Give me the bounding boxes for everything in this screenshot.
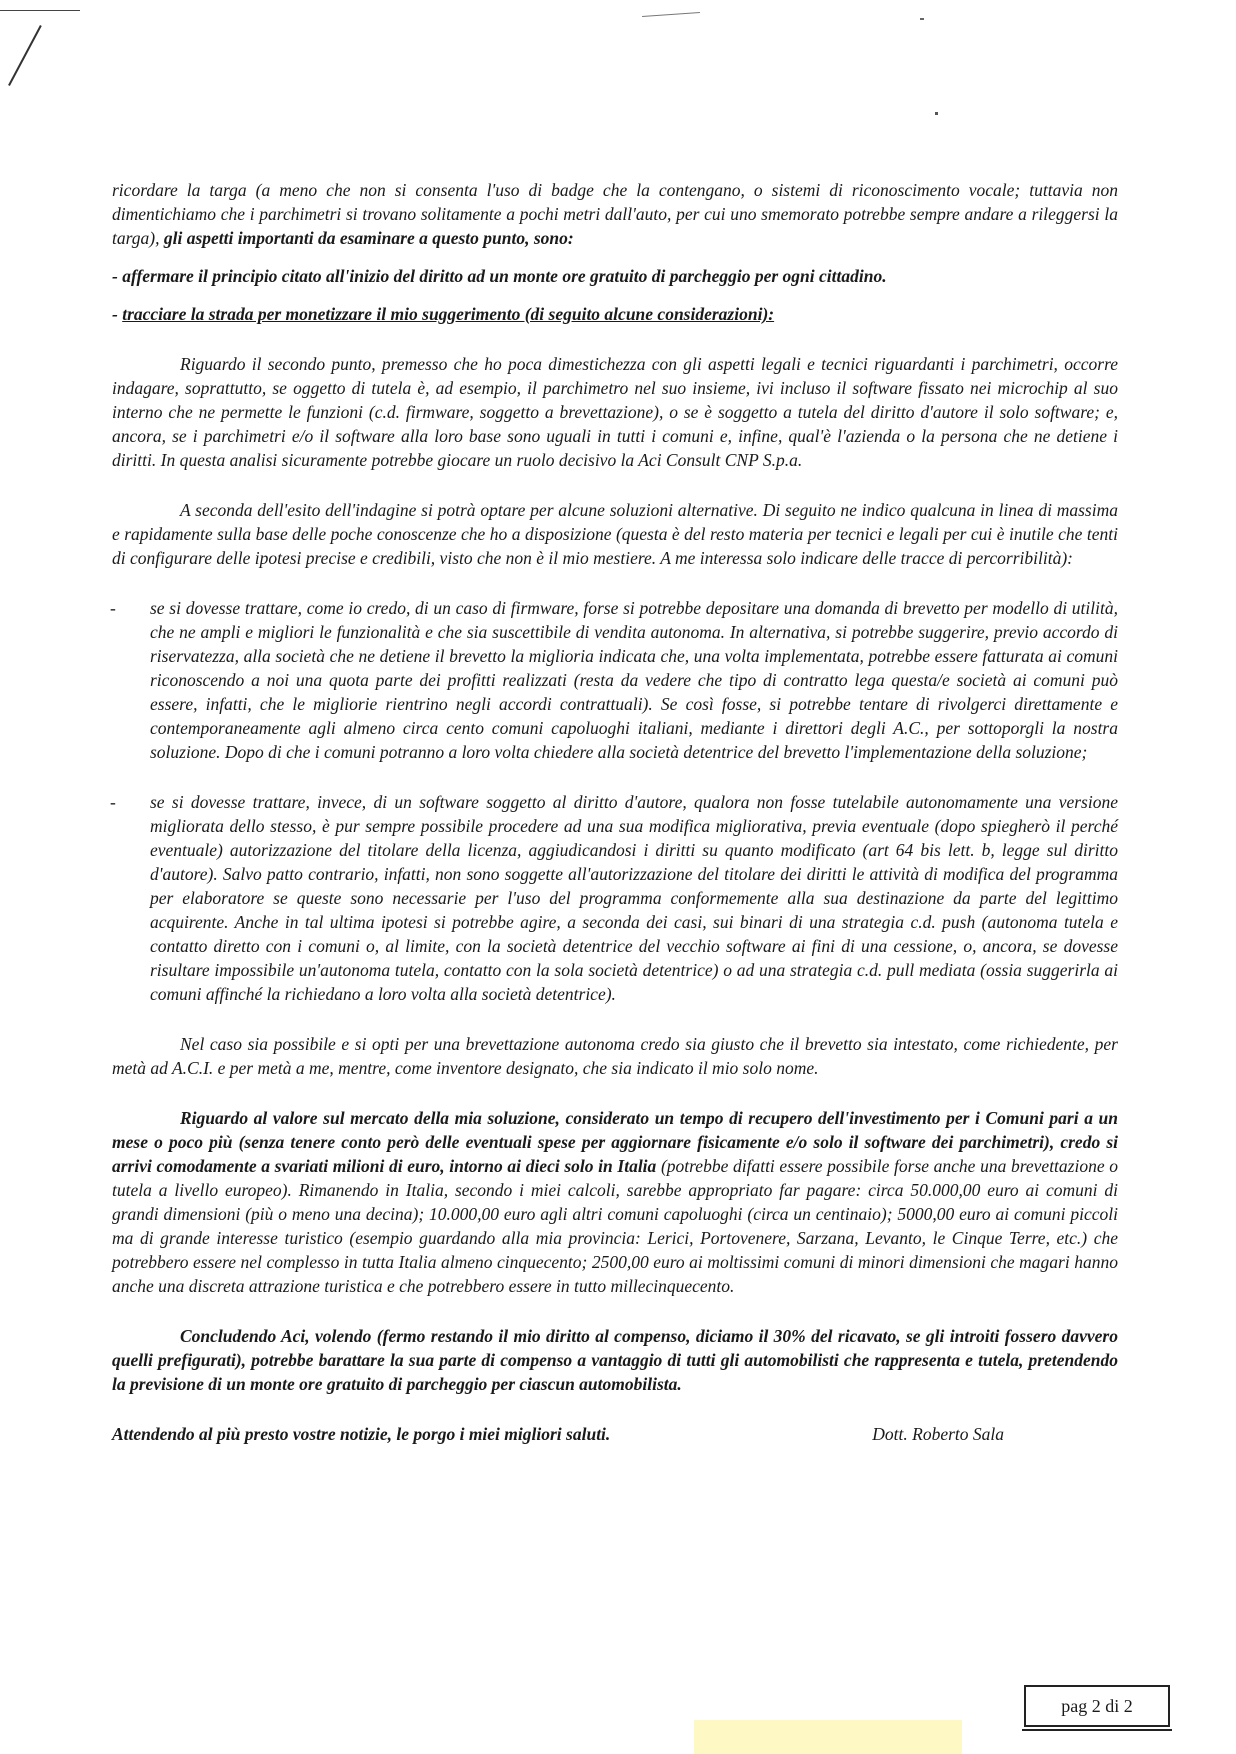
paragraph-targa (112, 178, 1118, 250)
highlight-mark (694, 1720, 962, 1754)
paragraph-valore-text: (potrebbe difatti essere possibile forse anche una brevettazione o tutela a livello europeo). Rimanendo in Italia, secondo i miei calcoli, sarebbe appropriato far pagare: circa 50.000,00 euro ai comuni di grandi dimensioni (più o meno una decina); 10.000,00 euro agli altri comuni capoluoghi (circa un centinaio); 5000,00 euro ai comuni piccoli ma di grande interesse turistico (esempio guardando alla mia provincia: Lerici, Portovenere, Sarzana, Levanto, le Cinque Terre, etc.) che potrebbero essere nel complesso in tutta Italia almeno cinquecento; 2500,00 euro ai moltissimi comuni di minori dimensioni che magari hanno anche una discreta attrazione turistica e che potrebbero essere in tutto millecinquecento. (112, 1156, 1119, 1296)
list-dash: - (110, 598, 116, 618)
scan-artifact-dot (935, 112, 938, 115)
paragraph-targa-bold: gli aspetti importanti da esaminare a questo punto, sono: (163, 228, 574, 248)
paragraph-brevettazione: Nel caso sia possibile e si opti per una brevettazione autonoma credo sia giusto che il brevetto sia intestato, come richiedente, per metà ad A.C.I. e per metà a me, mentre, come inventore designato, che sia indicato il mio solo nome. (112, 1034, 1118, 1078)
scan-artifact-slash (8, 25, 42, 86)
page-number: pag 2 di 2 (1061, 1695, 1133, 1716)
list-dash: - (110, 792, 116, 812)
closing-greeting: Attendendo al più presto vostre notizie, le porgo i miei migliori saluti. (112, 1424, 611, 1444)
list-item-firmware-text: se si dovesse trattare, come io credo, di un caso di firmware, forse si potrebbe depositare una domanda di brevetto per modello di utilità, che ne ampli e migliori le funzionalità e che sia suscettibile di vendita autonoma. In alternativa, si potrebbe suggerire, previo accordo di riservatezza, alla società che ne detiene il brevetto la miglioria indicata che, una volta implementata, potrebbe essere fatturata ai comuni riconoscendo a noi una quota parte dei profitti realizzati (resta da vedere che tipo di contratto lega questa/e società ai comuni può essere, infatti, che le migliorie rientrino negli accordi contrattuali). Se così fosse, si potrebbe tentare di rivolgerci direttamente e contemporaneamente agli almeno circa cento comuni capoluoghi italiani, mediante i direttori degli A.C., per sottoporgli la nostra soluzione. Dopo di che i comuni potranno a loro volta chiedere alla società detentrice del brevetto l'implementazione della soluzione; (150, 598, 1118, 762)
point-two-text: tracciare la strada per monetizzare il mio suggerimento (di seguito alcune considerazioni): (122, 304, 775, 324)
paragraph-secondo-punto: Riguardo il secondo punto, premesso che ho poca dimestichezza con gli aspetti legali e tecnici riguardanti i parchimetri, occorre indagare, soprattutto, se oggetto di tutela è, ad esempio, il parchimetro nel suo insieme, ivi incluso il software fissato nei microchip al suo interno che ne permette le funzioni (c.d. firmware, soggetto a brevettazione), o se è soggetto a tutela del diritto d'autore il solo software; e, ancora, se i parchimetri e/o il software alla loro base sono uguali in tutti i comuni e, infine, qual'è l'azienda o la persona che ne detiene i diritti. In questa analisi sicuramente potrebbe giocare un ruolo decisivo la Aci Consult CNP S.p.a. (112, 354, 1118, 470)
signature: Dott. Roberto Sala (872, 1424, 1004, 1444)
paragraph-esito-indagine: A seconda dell'esito dell'indagine si potrà optare per alcune soluzioni alternative. Di seguito ne indico qualcuna in linea di massima e rapidamente sulla base delle poche conoscenze che ho a disposizione (questa è del resto materia per tecnici e legali per cui è inutile che tenti di configurare delle ipotesi precise e credibili, visto che non è il mio mestiere. A me interessa solo indicare delle tracce di percorribilità): (112, 500, 1118, 568)
paragraph-targa-text: ricordare la targa (a meno che non si consenta l'uso di badge che la contengano, o sistemi di riconoscimento vocale; tuttavia non dimentichiamo che i parchimetri si trovano solitamente a pochi metri dall'auto, per cui uno smemorato potrebbe sempre andare a rileggersi la targa), (112, 180, 1118, 248)
closing-row (112, 1422, 1118, 1446)
scan-artifact-dot (920, 18, 924, 20)
point-two (112, 302, 1118, 326)
scan-artifact-mark (642, 12, 700, 17)
list-item-software-text: se si dovesse trattare, invece, di un software soggetto al diritto d'autore, qualora non fosse tutelabile autonomamente una versione migliorata dello stesso, è pur sempre possibile procedere ad una sua modifica migliorativa, previa eventuale (dopo spiegherò il perché eventuale) autorizzazione del titolare della licenza, aggiudicandosi i diritti su quanto modificato (art 64 bis lett. b, legge sul diritto d'autore). Salvo patto contrario, infatti, non sono soggette all'autorizzazione del titolare dei diritti le attività di modifica del programma per elaboratore se queste sono necessarie per l'uso del programma conformemente alla sua destinazione da parte del legittimo acquirente. Anche in tal ultima ipotesi si potrebbe agire, a seconda dei casi, sui binari di una strategia c.d. push (autonoma tutela e contatto diretto con i comuni o, al limite, con la società detentrice del vecchio software ai fini di una cessione, o, ancora, se dovesse risultare impossibile un'autonoma tutela, contatto con la sola società detentrice) o ad una strategia c.d. pull mediata (ossia suggerirla ai comuni affinché la richiedano a loro volta alla società detentrice). (150, 792, 1118, 1004)
page-number-box (1024, 1685, 1170, 1727)
paragraph-valore-mercato (112, 1106, 1118, 1298)
list-item-software (112, 790, 1118, 1006)
scan-artifact-line (0, 10, 80, 11)
paragraph-valore-bold: Riguardo al valore sul mercato della mia soluzione, considerato un tempo di recupero dell'investimento per i Comuni pari a un mese o poco più (senza tenere conto però delle eventuali spese per aggiornare fisicamente e/o solo il software dei parchimetri), credo si arrivi comodamente a svariati milioni di euro, intorno ai dieci solo in Italia (112, 1108, 1118, 1176)
point-two-prefix: - (112, 304, 123, 324)
letter-body (112, 178, 1118, 1446)
paragraph-conclusione: Concludendo Aci, volendo (fermo restando il mio diritto al compenso, diciamo il 30% del ricavato, se gli introiti fossero davvero quelli prefigurati), potrebbe barattare la sua parte di compenso a vantaggio di tutti gli automobilisti che rappresenta e tutela, pretendendo la previsione di un monte ore gratuito di parcheggio per ciascun automobilista. (112, 1326, 1118, 1394)
page-box-underline (1022, 1729, 1172, 1731)
list-item-firmware (112, 596, 1118, 764)
point-one: - affermare il principio citato all'inizio del diritto ad un monte ore gratuito di parcheggio per ogni cittadino. (112, 266, 887, 286)
